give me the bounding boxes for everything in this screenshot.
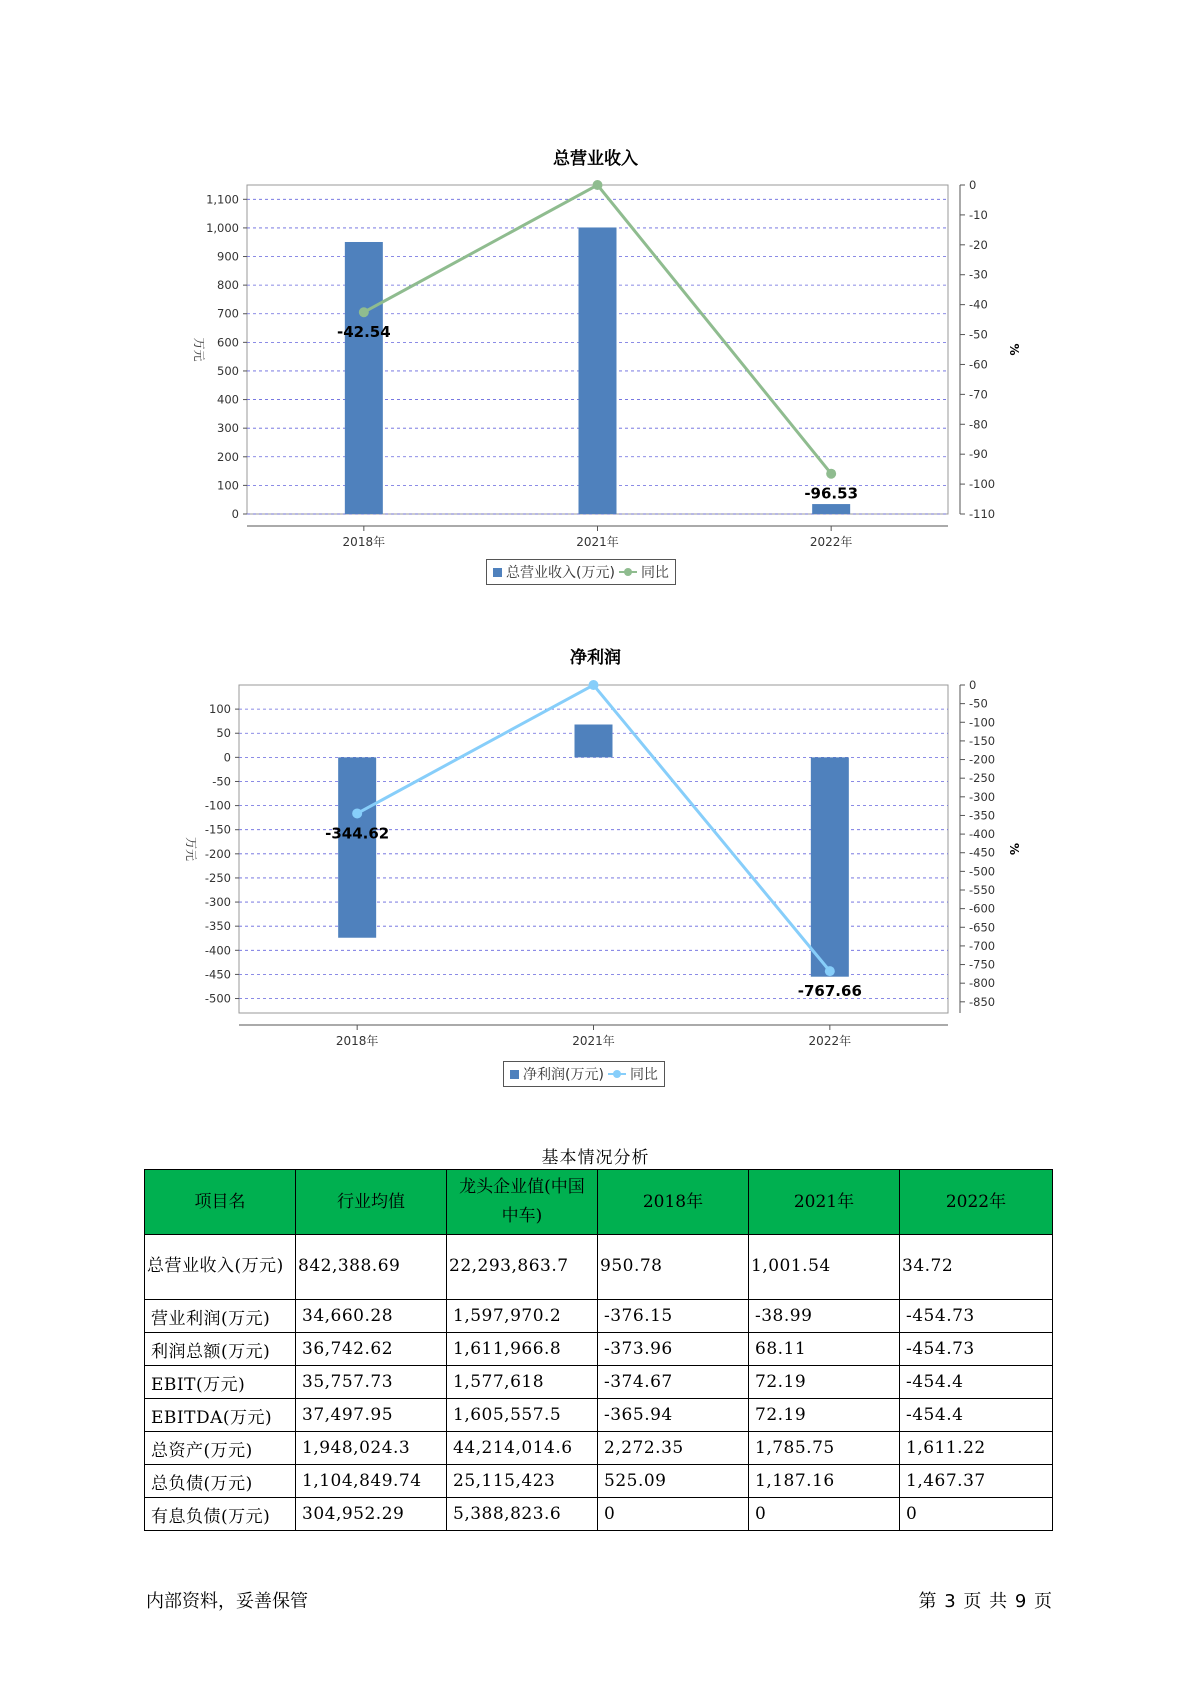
row-label-cell: EBITDA(万元) <box>145 1399 296 1432</box>
table-cell: 2,272.35 <box>598 1432 749 1465</box>
y2-tick-label: -20 <box>969 237 988 252</box>
table-cell: 0 <box>900 1498 1053 1531</box>
table-cell: -365.94 <box>598 1399 749 1432</box>
bar <box>811 757 849 976</box>
y-tick-label: 600 <box>217 335 239 350</box>
header-cell: 行业均值 <box>296 1170 447 1235</box>
chart-legend <box>503 1061 665 1087</box>
y-tick-label: -300 <box>204 895 231 910</box>
y2-tick-label: -250 <box>969 771 996 786</box>
table-cell: 1,187.16 <box>749 1465 900 1498</box>
table-cell: 68.11 <box>749 1333 900 1366</box>
y2-tick-label: -100 <box>969 477 996 492</box>
table-cell: -454.4 <box>900 1399 1053 1432</box>
y2-tick-label: -500 <box>969 864 996 879</box>
table-row <box>145 1498 1053 1531</box>
y2-tick-label: -50 <box>969 327 988 342</box>
data-label: -42.54 <box>336 323 391 342</box>
y-tick-label: 500 <box>217 363 239 378</box>
row-label-cell: 总营业收入(万元) <box>145 1235 296 1300</box>
y-tick-label: -250 <box>204 870 231 885</box>
y2-tick-label: -600 <box>969 901 996 916</box>
table-cell: -454.73 <box>900 1333 1053 1366</box>
table-cell: 44,214,014.6 <box>447 1432 598 1465</box>
y-axis-title: 万元 <box>192 337 206 362</box>
x-tick-label: 2018年 <box>335 1034 379 1048</box>
table-cell: 1,597,970.2 <box>447 1300 598 1333</box>
y-tick-label: -100 <box>204 798 231 813</box>
y-tick-label: -150 <box>204 822 231 837</box>
y2-tick-label: -110 <box>969 507 996 521</box>
table-cell: 1,467.37 <box>900 1465 1053 1498</box>
y-tick-label: 50 <box>216 726 231 741</box>
y-tick-label: 900 <box>217 249 239 264</box>
y-tick-label: 800 <box>217 278 239 293</box>
y2-tick-label: -80 <box>969 417 988 432</box>
table-cell: 1,948,024.3 <box>296 1432 447 1465</box>
y2-tick-label: 0 <box>969 178 977 192</box>
table-caption: 基本情况分析 <box>541 1148 650 1168</box>
chart-title: 总营业收入 <box>553 149 638 169</box>
legend-line-swatch <box>608 1069 626 1079</box>
table-cell: 304,952.29 <box>296 1498 447 1531</box>
y-tick-label: 1,000 <box>206 220 239 235</box>
x-tick-label: 2022年 <box>809 535 853 549</box>
y2-tick-label: -150 <box>969 733 996 748</box>
table-cell: 1,605,557.5 <box>447 1399 598 1432</box>
table-cell: 22,293,863.7 <box>447 1235 598 1300</box>
y-tick-label: -200 <box>204 846 231 861</box>
table-cell: 25,115,423 <box>447 1465 598 1498</box>
table-cell: -38.99 <box>749 1300 900 1333</box>
legend-label-bar: 总营业收入(万元) <box>506 565 615 581</box>
legend-bar-swatch <box>510 1070 519 1079</box>
table-row <box>145 1399 1053 1432</box>
yoy-point <box>589 680 599 690</box>
data-label: -344.62 <box>325 824 390 843</box>
basic-analysis-table <box>144 1169 1053 1531</box>
table-cell: -373.96 <box>598 1333 749 1366</box>
y-tick-label: 300 <box>217 421 239 436</box>
table-cell: 0 <box>749 1498 900 1531</box>
table-cell: 525.09 <box>598 1465 749 1498</box>
y-tick-label: -450 <box>204 967 231 982</box>
table-cell: 1,785.75 <box>749 1432 900 1465</box>
row-label-cell: 营业利润(万元) <box>145 1300 296 1333</box>
table-cell: -374.67 <box>598 1366 749 1399</box>
header-cell: 2021年 <box>749 1170 900 1235</box>
y-tick-label: 700 <box>217 306 239 321</box>
yoy-point <box>352 808 362 818</box>
y-tick-label: 200 <box>217 449 239 464</box>
table-cell: 34.72 <box>900 1235 1053 1300</box>
table-cell: -454.4 <box>900 1366 1053 1399</box>
header-cell: 2022年 <box>900 1170 1053 1235</box>
table-cell: 72.19 <box>749 1399 900 1432</box>
x-tick-label: 2021年 <box>572 1034 615 1048</box>
x-tick-label: 2021年 <box>576 535 619 549</box>
y-tick-label: -50 <box>212 774 231 789</box>
table-cell: 34,660.28 <box>296 1300 447 1333</box>
table-cell: 35,757.73 <box>296 1366 447 1399</box>
y-axis-title: 万元 <box>184 836 198 862</box>
x-tick-label: 2022年 <box>808 1034 852 1048</box>
y2-axis-title: % <box>1007 842 1021 856</box>
table-row <box>145 1465 1053 1498</box>
table-cell: 1,104,849.74 <box>296 1465 447 1498</box>
row-label-cell: 利润总额(万元) <box>145 1333 296 1366</box>
table-cell: 1,577,618 <box>447 1366 598 1399</box>
y2-tick-label: -400 <box>969 827 996 842</box>
y2-tick-label: -550 <box>969 883 996 897</box>
y-tick-label: -400 <box>204 943 231 958</box>
footer-page-number: 第 3 页 共 9 页 <box>918 1591 1053 1612</box>
y2-tick-label: -50 <box>969 696 988 711</box>
table-header-row <box>145 1170 1053 1235</box>
table-cell: 1,611,966.8 <box>447 1333 598 1366</box>
table-cell: 36,742.62 <box>296 1333 447 1366</box>
y-tick-label: 100 <box>209 702 231 717</box>
table-row <box>145 1300 1053 1333</box>
table-cell: 950.78 <box>598 1235 749 1300</box>
y2-tick-label: -450 <box>969 845 996 860</box>
y2-tick-label: -650 <box>969 920 996 935</box>
header-cell: 项目名 <box>145 1170 296 1235</box>
chart-title: 净利润 <box>570 648 621 668</box>
table-cell: 37,497.95 <box>296 1399 447 1432</box>
y-tick-label: 0 <box>231 507 239 521</box>
y2-tick-label: -10 <box>969 207 988 222</box>
table-cell: 842,388.69 <box>296 1235 447 1300</box>
table-row <box>145 1235 1053 1300</box>
legend-label-line: 同比 <box>640 565 669 581</box>
table-cell: 1,611.22 <box>900 1432 1053 1465</box>
footer-confidential-note: 内部资料，妥善保管 <box>146 1591 308 1612</box>
row-label-cell: 总负债(万元) <box>145 1465 296 1498</box>
y2-tick-label: -700 <box>969 938 996 953</box>
header-cell: 龙头企业值(中国中车) <box>447 1170 598 1235</box>
y2-tick-label: -200 <box>969 752 996 767</box>
legend-label-line: 同比 <box>629 1067 658 1083</box>
y2-tick-label: -70 <box>969 387 988 402</box>
table-cell: -454.73 <box>900 1300 1053 1333</box>
y-tick-label: -350 <box>204 919 231 934</box>
table-cell: 0 <box>598 1498 749 1531</box>
y2-tick-label: 0 <box>969 678 977 692</box>
header-cell: 2018年 <box>598 1170 749 1235</box>
y2-tick-label: -100 <box>969 715 996 730</box>
row-label-cell: 总资产(万元) <box>145 1432 296 1465</box>
y2-tick-label: -350 <box>969 808 996 823</box>
data-label: -96.53 <box>804 484 859 503</box>
y-tick-label: 400 <box>217 392 239 407</box>
y2-axis-title: % <box>1007 343 1021 356</box>
bar <box>575 724 613 757</box>
table-cell: -376.15 <box>598 1300 749 1333</box>
y2-tick-label: -30 <box>969 267 988 282</box>
y2-tick-label: -800 <box>969 976 996 991</box>
y-tick-label: 1,100 <box>206 192 239 207</box>
row-label-cell: EBIT(万元) <box>145 1366 296 1399</box>
y2-tick-label: -60 <box>969 357 988 372</box>
table-cell: 1,001.54 <box>749 1235 900 1300</box>
yoy-point <box>825 966 835 976</box>
data-label: -767.66 <box>797 982 862 1001</box>
table-row <box>145 1366 1053 1399</box>
table-row <box>145 1432 1053 1465</box>
y-tick-label: 100 <box>217 478 239 493</box>
bar <box>338 757 376 937</box>
y-tick-label: 0 <box>223 750 231 765</box>
table-row <box>145 1333 1053 1366</box>
table-cell: 72.19 <box>749 1366 900 1399</box>
table-cell: 5,388,823.6 <box>447 1498 598 1531</box>
legend-label-bar: 净利润(万元) <box>523 1067 604 1083</box>
y2-tick-label: -40 <box>969 297 988 312</box>
y2-tick-label: -300 <box>969 789 996 804</box>
x-tick-label: 2018年 <box>342 535 386 549</box>
row-label-cell: 有息负债(万元) <box>145 1498 296 1531</box>
y-tick-label: -500 <box>204 991 231 1006</box>
y2-tick-label: -850 <box>969 994 996 1009</box>
y2-tick-label: -750 <box>969 957 996 972</box>
y2-tick-label: -90 <box>969 447 988 462</box>
